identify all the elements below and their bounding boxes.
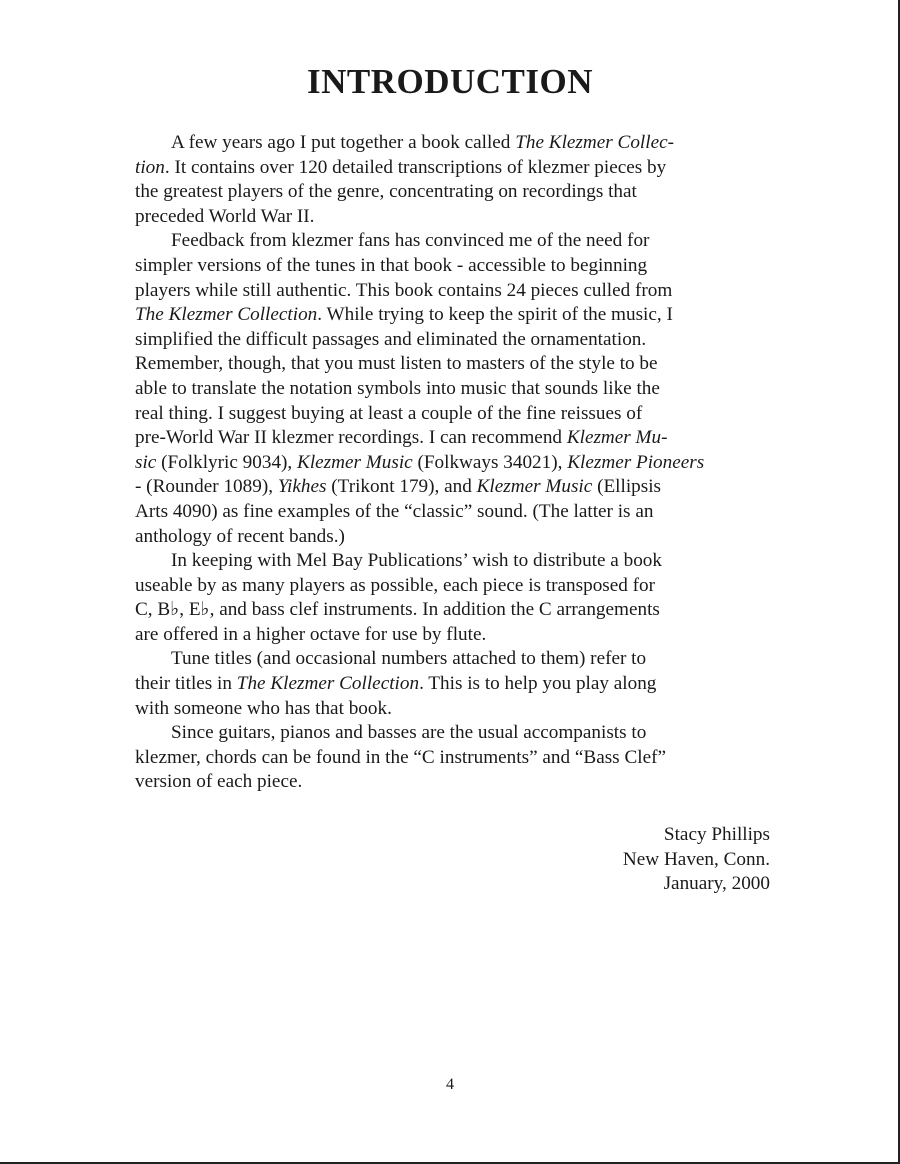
text-run: Tune titles (and occasional numbers attached to them) refer to (171, 648, 647, 670)
paragraph (135, 131, 775, 229)
text-line (135, 574, 775, 599)
text-run: Arts 4090) as fine examples of the “classic” sound. (The latter is an (135, 500, 654, 522)
text-line (135, 180, 775, 205)
text-run: (Folkways 34021), (412, 451, 568, 473)
text-run: useable by as many players as possible, each piece is transposed for (135, 574, 656, 596)
text-run: their titles in (135, 673, 237, 695)
text-run: simplified the difficult passages and eliminated the ornamentation. (135, 328, 647, 350)
text-run: anthology of recent bands.) (135, 525, 345, 547)
italic-title-text: The Klezmer Collection (135, 304, 318, 326)
text-line (135, 451, 775, 476)
introduction-body (135, 131, 775, 795)
text-line (135, 525, 775, 550)
italic-title-text: The Klezmer Collec- (515, 132, 674, 153)
page-title: INTRODUCTION (306, 62, 594, 101)
text-run: (Folklyric 9034), (156, 451, 298, 473)
text-line (135, 131, 775, 156)
text-line (135, 254, 775, 279)
text-line (135, 697, 775, 722)
text-run: klezmer, chords can be found in the “C instruments” and “Bass Clef” (135, 746, 666, 768)
text-line (135, 303, 775, 328)
paragraph (135, 647, 775, 721)
text-line (135, 205, 775, 230)
text-line (135, 352, 775, 377)
text-line (135, 279, 775, 304)
paragraph (135, 229, 775, 549)
text-line (135, 475, 775, 500)
text-line (135, 426, 775, 451)
italic-title-text: Klezmer Mu- (566, 427, 668, 449)
text-run: pre-World War II klezmer recordings. I can recommend (135, 427, 567, 449)
text-run: A few years ago I put together a book called (171, 132, 516, 153)
text-line (135, 549, 775, 574)
text-run: able to translate the notation symbols into music that sounds like the (135, 377, 660, 399)
text-run: version of each piece. (135, 771, 303, 793)
text-run: . This is to help you play along (419, 673, 657, 695)
text-run: - (Rounder 1089), (135, 476, 278, 498)
italic-title-text: Klezmer Music (476, 476, 593, 498)
italic-title-text: Klezmer Music (297, 451, 413, 473)
paragraph (135, 549, 775, 647)
paragraph (135, 721, 775, 795)
text-run: preceded World War II. (135, 205, 315, 227)
text-line (135, 746, 775, 771)
italic-title-text: The Klezmer Collection (236, 673, 420, 695)
text-line (135, 647, 775, 672)
text-line (135, 623, 775, 648)
text-line (135, 770, 775, 795)
text-line (135, 377, 775, 402)
text-run: Since guitars, pianos and basses are the usual accompanists to (171, 722, 647, 744)
italic-title-text: sic (135, 451, 157, 473)
text-run: Remember, though, that you must listen to masters of the style to be (135, 353, 658, 375)
text-run: with someone who has that book. (135, 697, 392, 719)
text-run: (Trikont 179), and (326, 476, 477, 498)
signature-place: New Haven, Conn. (622, 848, 770, 870)
text-run: are offered in a higher octave for use by flute. (135, 623, 487, 645)
text-run: Feedback from klezmer fans has convinced me of the need for (171, 230, 650, 252)
text-run: C, B♭, E♭, and bass clef instruments. In addition the C arrangements (135, 599, 660, 621)
text-line (135, 672, 775, 697)
italic-title-text: Klezmer Pioneers (567, 451, 705, 473)
page-number: 4 (446, 1076, 454, 1093)
text-run: simpler versions of the tunes in that book - accessible to beginning (135, 254, 648, 276)
text-line (135, 402, 775, 427)
text-line (135, 156, 775, 181)
text-run: . It contains over 120 detailed transcriptions of klezmer pieces by (164, 156, 667, 178)
text-line (135, 328, 775, 353)
italic-title-text: Yikhes (277, 476, 327, 498)
signature-date: January, 2000 (663, 873, 770, 895)
text-run: . While trying to keep the spirit of the music, I (317, 304, 673, 326)
text-line (135, 598, 775, 623)
text-run: the greatest players of the genre, concentrating on recordings that (135, 181, 637, 203)
italic-title-text: tion (135, 156, 165, 178)
text-run: In keeping with Mel Bay Publications’ wish to distribute a book (171, 550, 662, 572)
text-run: real thing. I suggest buying at least a couple of the fine reissues of (135, 402, 643, 424)
signature-block (623, 823, 770, 897)
signature-name: Stacy Phillips (663, 824, 770, 845)
text-line (135, 721, 775, 746)
text-run: players while still authentic. This book contains 24 pieces culled from (135, 279, 673, 301)
text-line (135, 229, 775, 254)
text-line (135, 500, 775, 525)
text-run: (Ellipsis (592, 476, 662, 498)
